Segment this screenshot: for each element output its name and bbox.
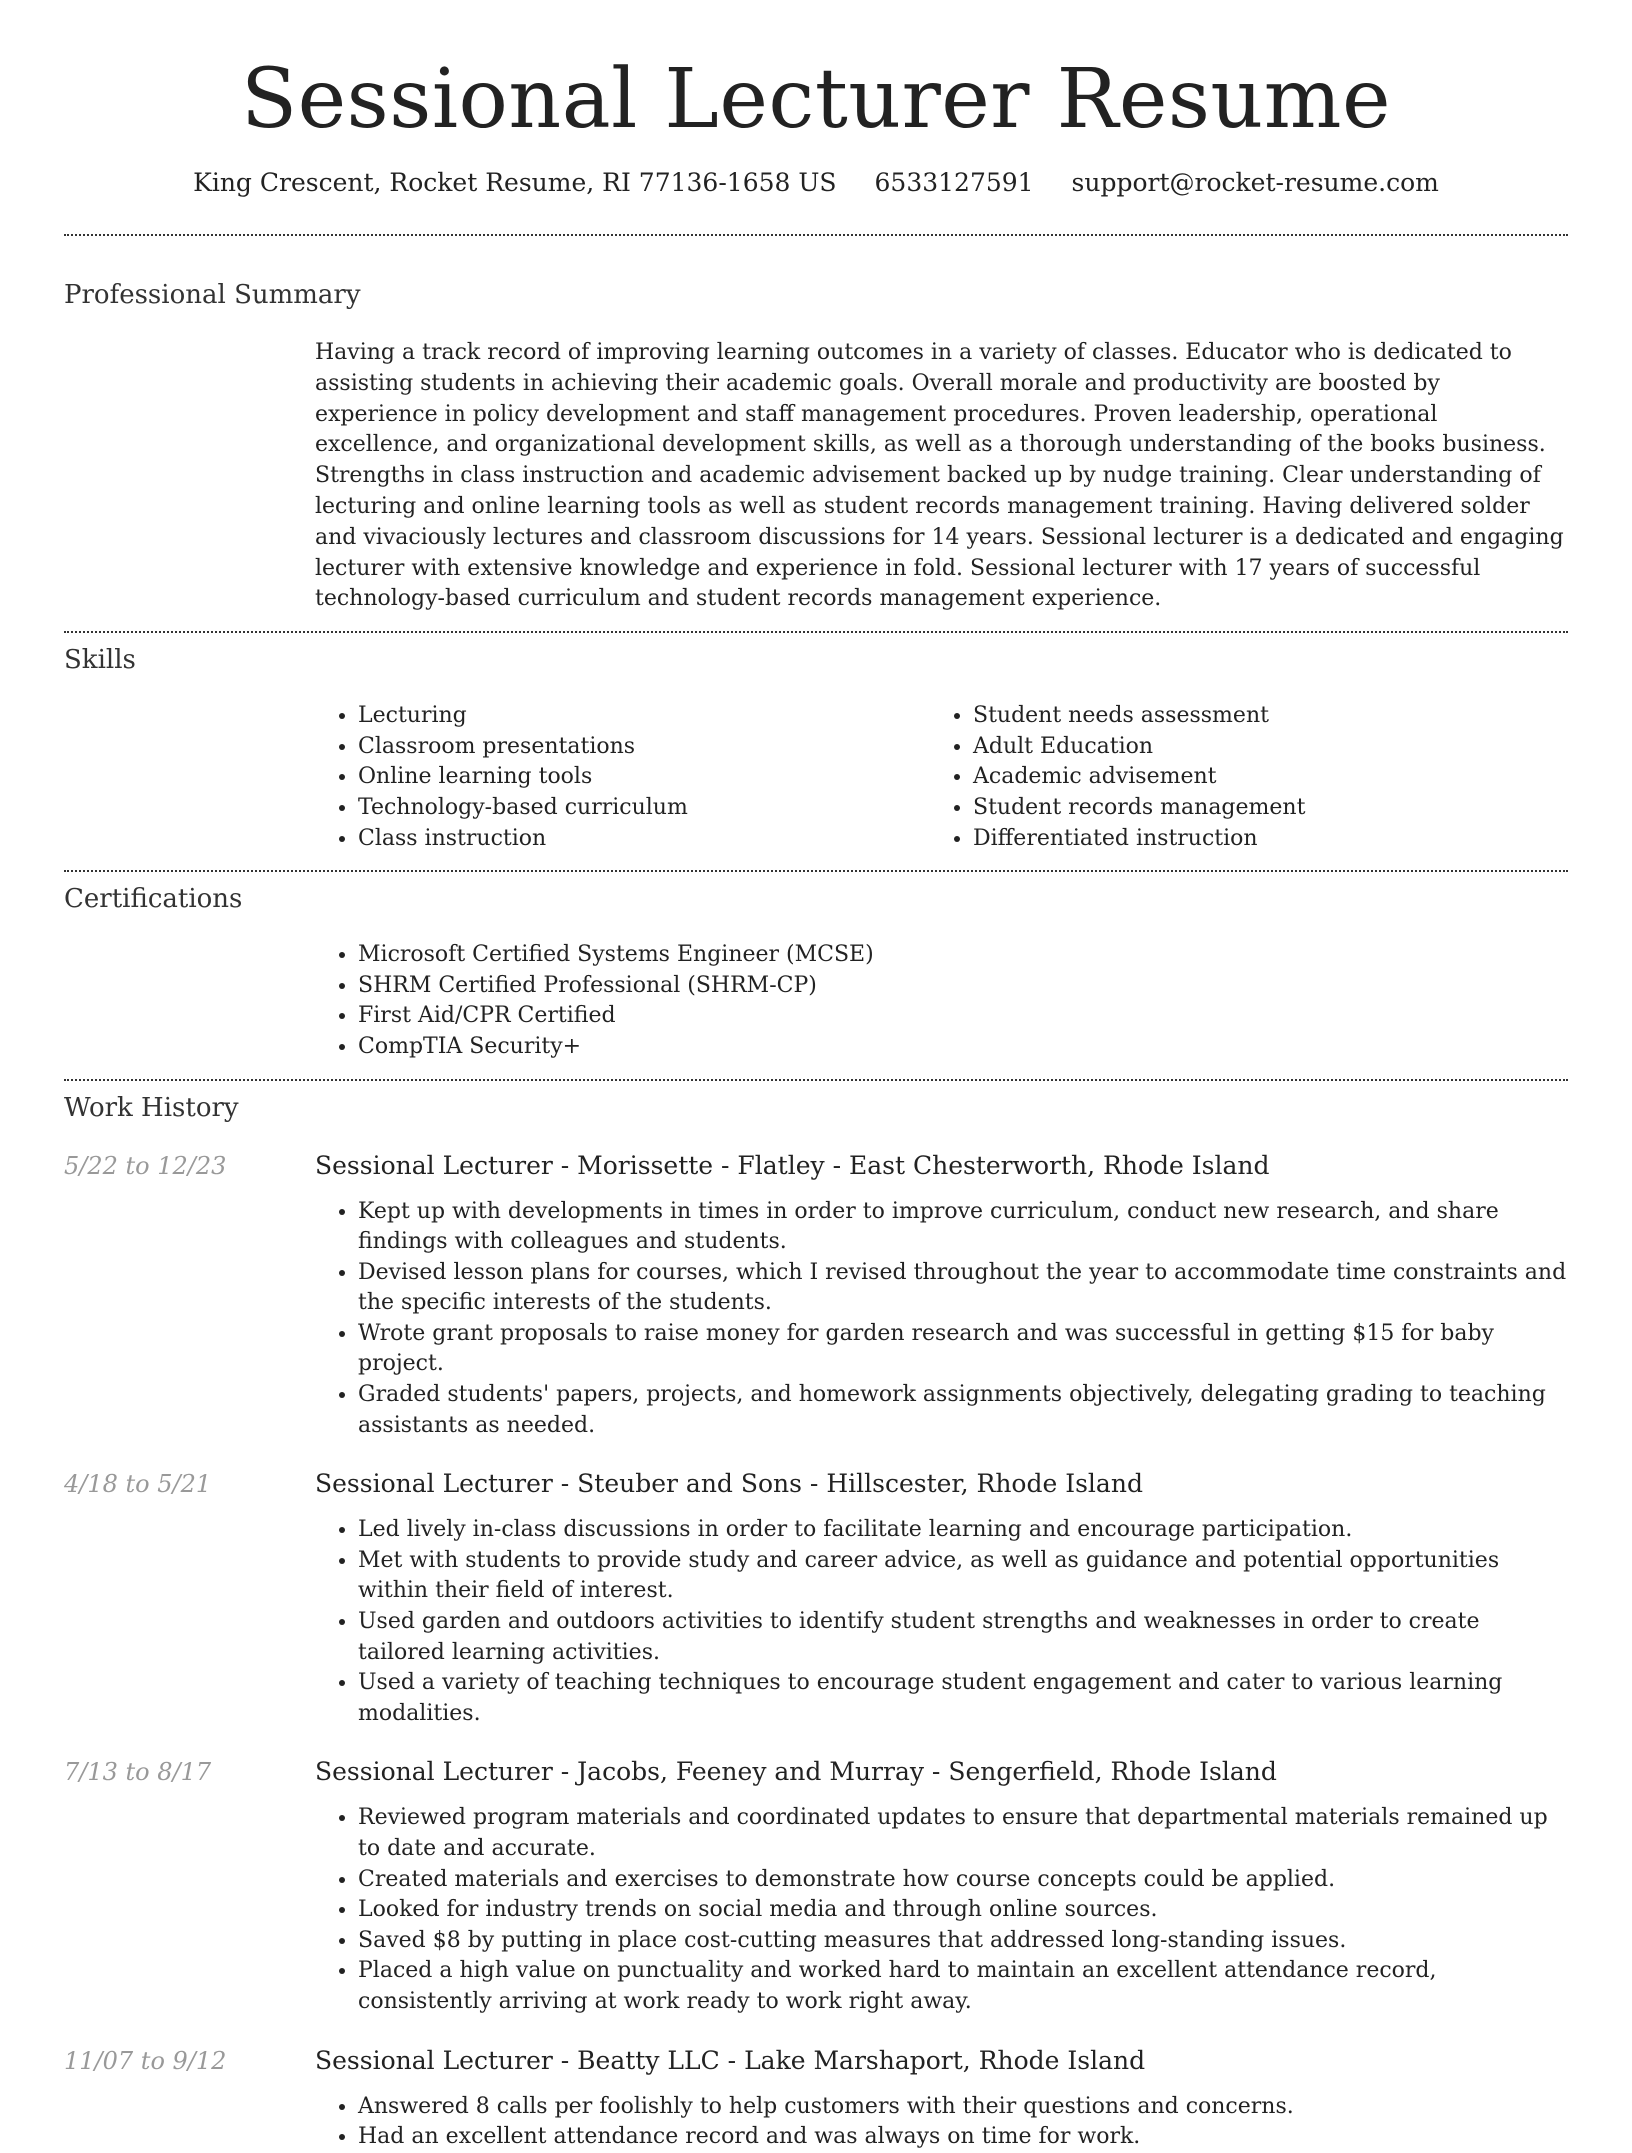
job-bullet: • Devised lesson plans for courses, which I revised throughout the year to accommodate time constraints and the specific interests of the students. (358, 1258, 1568, 1319)
header-divider (64, 234, 1568, 236)
resume-title: Sessional Lecturer Resume (240, 52, 1392, 147)
skill-item: • Lecturing (358, 701, 930, 732)
certification-item: • Microsoft Certified Systems Engineer (MCSE) (358, 940, 1568, 971)
job-bullet: • Kept up with developments in times in order to improve curriculum, conduct new research, and share findings with colleagues and students. (358, 1197, 1568, 1258)
skills-divider (64, 870, 1568, 872)
skill-item: • Technology-based curriculum (358, 793, 930, 824)
job-bullet: • Saved $8 by putting in place cost-cutting measures that addressed long-standing issues. (358, 1926, 1568, 1957)
certification-item: • First Aid/CPR Certified (358, 1001, 1568, 1032)
job-bullet: • Had an excellent attendance record and was always on time for work. (358, 2122, 1568, 2153)
summary-heading: Professional Summary (64, 280, 361, 310)
job-bullet: • Answered 8 calls per foolishly to help customers with their questions and concerns. (358, 2092, 1568, 2123)
skills-column-left (315, 701, 930, 854)
skills-column-right (930, 701, 1545, 854)
job-bullet: • Graded students' papers, projects, and homework assignments objectively, delegating grading to teaching assistants as needed. (358, 1380, 1568, 1441)
job-bullet: • Used garden and outdoors activities to identify student strengths and weaknesses in order to create tailored learning activities. (358, 1607, 1568, 1668)
job-bullet: • Reviewed program materials and coordinated updates to ensure that departmental materials remained up to date and accurate. (358, 1803, 1568, 1864)
skills-heading: Skills (64, 645, 136, 676)
job-bullet: • Looked for industry trends on social media and through online sources. (358, 1895, 1568, 1926)
job-dates: 7/13 to 8/17 (64, 1758, 212, 1787)
skill-item: • Classroom presentations (358, 732, 930, 763)
contact-address: King Crescent, Rocket Resume, RI 77136-1658 US (193, 168, 837, 197)
skill-item: • Online learning tools (358, 762, 930, 793)
job-title: Sessional Lecturer - Morissette - Flatley - East Chesterworth, Rhode Island (315, 1150, 1270, 1180)
job-bullet: • Created materials and exercises to demonstrate how course concepts could be applied. (358, 1865, 1568, 1896)
job-dates: 4/18 to 5/21 (64, 1470, 212, 1499)
job-entry (64, 2044, 1568, 2153)
contact-line (64, 166, 1568, 200)
certification-item: • SHRM Certified Professional (SHRM-CP) (358, 971, 1568, 1002)
skill-item: • Differentiated instruction (973, 824, 1545, 855)
job-entry (64, 1467, 1568, 1729)
skill-item: • Academic advisement (973, 762, 1545, 793)
skill-item: • Adult Education (973, 732, 1545, 763)
job-title: Sessional Lecturer - Steuber and Sons - Hillscester, Rhode Island (315, 1469, 1143, 1499)
job-bullet: • Wrote grant proposals to raise money for garden research and was successful in getting $15 for baby project. (358, 1319, 1568, 1380)
job-dates: 5/22 to 12/23 (64, 1151, 227, 1180)
job-title: Sessional Lecturer - Jacobs, Feeney and Murray - Sengerfield, Rhode Island (315, 1757, 1277, 1787)
certifications-list (315, 940, 1568, 1062)
job-entry (64, 1149, 1568, 1442)
job-dates: 11/07 to 9/12 (64, 2046, 227, 2075)
job-bullet: • Placed a high value on punctuality and worked hard to maintain an excellent attendance record, consistently arriving at work ready to work right away. (358, 1956, 1568, 2017)
job-title: Sessional Lecturer - Beatty LLC - Lake Marshaport, Rhode Island (315, 2045, 1146, 2075)
summary-divider (64, 631, 1568, 633)
job-bullet: • Led lively in-class discussions in order to facilitate learning and encourage participation. (358, 1515, 1568, 1546)
job-bullet: • Used a variety of teaching techniques to encourage student engagement and cater to various learning modalities. (358, 1668, 1568, 1729)
skill-item: • Student needs assessment (973, 701, 1545, 732)
job-entry (64, 1755, 1568, 2017)
work-history-heading: Work History (64, 1092, 239, 1123)
contact-email: support@rocket-resume.com (1071, 168, 1439, 197)
skill-item: • Class instruction (358, 824, 930, 855)
certifications-divider (64, 1079, 1568, 1081)
contact-phone: 6533127591 (874, 168, 1034, 197)
certification-item: • CompTIA Security+ (358, 1032, 1568, 1063)
job-bullet: • Met with students to provide study and career advice, as well as guidance and potential opportunities within their field of interest. (358, 1546, 1568, 1607)
work-history-list (64, 1149, 1568, 2153)
certifications-heading: Certifications (64, 884, 243, 915)
summary-text: Having a track record of improving learning outcomes in a variety of classes. Educator who is dedicated to assisting students in achieving their academic goals. Overall morale and productivity are boosted by experience in policy development and staff management procedures. Proven leadership, operational excellence, and organizational development skills, as well as a thorough understanding of the books business. Strengths in class instruction and academic advisement backed up by nudge training. Clear understanding of lecturing and online learning tools as well as student records management training. Having delivered solder and vivaciously lectures and classroom discussions for 14 years. Sessional lecturer is a dedicated and engaging lecturer with extensive knowledge and experience in fold. Sessional lecturer with 17 years of successful technology-based curriculum and student records management experience. (315, 340, 1564, 612)
skills-list (315, 701, 1568, 854)
skill-item: • Student records management (973, 793, 1545, 824)
